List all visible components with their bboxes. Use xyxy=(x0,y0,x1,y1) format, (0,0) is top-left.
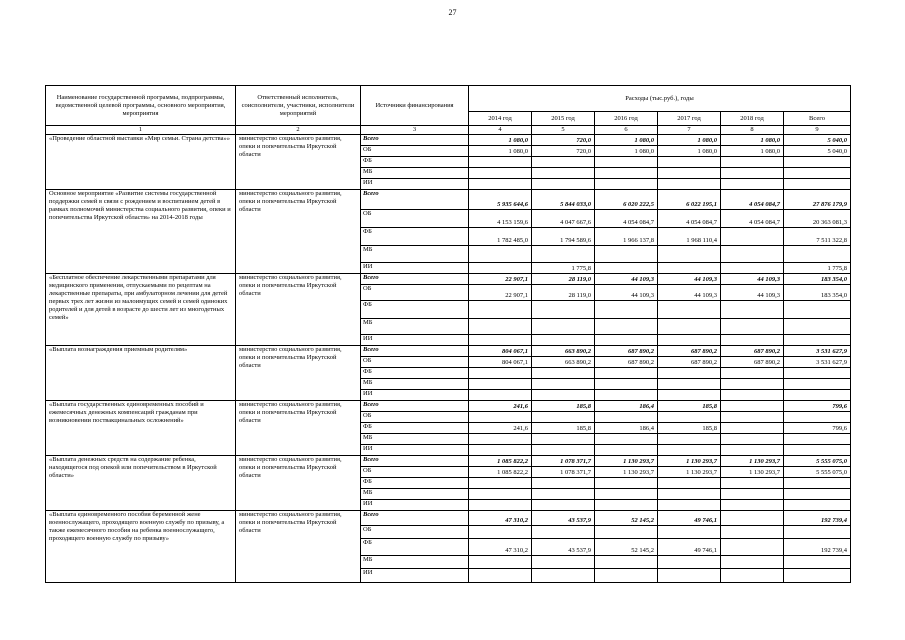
amount-cell xyxy=(595,569,658,583)
amount-cell: 185,8 xyxy=(658,423,721,434)
funding-source: Всего xyxy=(361,135,469,146)
total-cell xyxy=(784,179,851,190)
table-row xyxy=(46,190,851,210)
column-index: 5 xyxy=(532,126,595,135)
amount-cell xyxy=(469,526,532,539)
total-cell: 3 531 627,9 xyxy=(784,357,851,368)
funding-source: МБ xyxy=(361,319,469,335)
amount-cell xyxy=(658,179,721,190)
amount-cell xyxy=(658,556,721,569)
amount-cell: 44 109,3 xyxy=(658,274,721,285)
amount-cell: 1 130 293,7 xyxy=(658,467,721,478)
amount-cell: 1 130 293,7 xyxy=(595,467,658,478)
amount-cell xyxy=(658,445,721,456)
amount-cell xyxy=(595,379,658,390)
total-cell: 799,6 xyxy=(784,401,851,412)
amount-cell xyxy=(595,434,658,445)
amount-cell: 185,8 xyxy=(658,401,721,412)
measure-name: Основное мероприятие «Развитие системы государственной поддержки семей в связи с рождением и воспитанием детей в рамках полномочий министерства социального развития, опеки и попечительства Иркутской области» на 2014-2018 годы xyxy=(46,190,236,274)
total-cell xyxy=(784,335,851,346)
amount-cell: 1 078 371,7 xyxy=(532,467,595,478)
total-cell: 192 739,4 xyxy=(784,511,851,526)
amount-cell xyxy=(469,319,532,335)
header-year: 2016 год xyxy=(595,112,658,126)
amount-cell xyxy=(721,526,784,539)
amount-cell xyxy=(532,319,595,335)
amount-cell: 1 775,8 xyxy=(532,263,595,274)
amount-cell xyxy=(721,401,784,412)
amount-cell xyxy=(532,301,595,319)
amount-cell xyxy=(658,526,721,539)
amount-cell xyxy=(469,500,532,511)
measure-name: «Выплата единовременного пособия беременной жене военнослужащего, проходящего военную службу по призыву, а также ежемесячного пособия на ребенка военнослужащего, проходящего военную службу по призыву» xyxy=(46,511,236,583)
amount-cell xyxy=(721,390,784,401)
amount-cell xyxy=(595,301,658,319)
amount-cell xyxy=(658,263,721,274)
amount-cell: 687 890,2 xyxy=(595,357,658,368)
amount-cell xyxy=(532,168,595,179)
funding-source: МБ xyxy=(361,489,469,500)
total-cell xyxy=(784,390,851,401)
executor: министерство социального развития, опеки и попечительства Иркутской области xyxy=(236,401,361,456)
expenses-table xyxy=(45,85,851,583)
amount-cell xyxy=(469,263,532,274)
amount-cell xyxy=(658,368,721,379)
amount-cell: 1 130 293,7 xyxy=(658,456,721,467)
total-cell: 192 739,4 xyxy=(784,539,851,556)
amount-cell xyxy=(469,246,532,263)
amount-cell: 185,8 xyxy=(532,401,595,412)
amount-cell: 1 130 293,7 xyxy=(721,456,784,467)
column-index: 7 xyxy=(658,126,721,135)
amount-cell xyxy=(532,246,595,263)
amount-cell: 44 109,3 xyxy=(658,285,721,301)
amount-cell xyxy=(658,335,721,346)
amount-cell xyxy=(721,556,784,569)
total-cell xyxy=(784,368,851,379)
amount-cell: 1 085 822,2 xyxy=(469,467,532,478)
amount-cell xyxy=(532,478,595,489)
funding-source: МБ xyxy=(361,556,469,569)
funding-source: ИИ xyxy=(361,569,469,583)
funding-source: МБ xyxy=(361,379,469,390)
total-cell: 20 363 081,3 xyxy=(784,210,851,228)
amount-cell xyxy=(595,168,658,179)
amount-cell: 28 119,0 xyxy=(532,274,595,285)
amount-cell xyxy=(532,569,595,583)
column-index: 2 xyxy=(236,126,361,135)
funding-source: ФБ xyxy=(361,423,469,434)
amount-cell xyxy=(658,478,721,489)
amount-cell xyxy=(595,556,658,569)
amount-cell: 1 080,0 xyxy=(658,135,721,146)
total-cell xyxy=(784,569,851,583)
funding-source: Всего xyxy=(361,190,469,210)
column-index: 4 xyxy=(469,126,532,135)
header-year: 2018 год xyxy=(721,112,784,126)
table-row xyxy=(46,346,851,357)
amount-cell: 1 080,0 xyxy=(595,135,658,146)
funding-source: Всего xyxy=(361,346,469,357)
amount-cell xyxy=(469,556,532,569)
amount-cell: 44 109,3 xyxy=(721,285,784,301)
header-total: Всего xyxy=(784,112,851,126)
total-cell xyxy=(784,445,851,456)
funding-source: ОБ xyxy=(361,146,469,157)
amount-cell: 687 890,2 xyxy=(658,357,721,368)
amount-cell xyxy=(595,445,658,456)
amount-cell xyxy=(658,500,721,511)
funding-source: ОБ xyxy=(361,526,469,539)
amount-cell xyxy=(469,168,532,179)
total-cell: 7 511 322,8 xyxy=(784,228,851,246)
amount-cell xyxy=(658,301,721,319)
amount-cell: 1 080,0 xyxy=(595,146,658,157)
funding-source: Всего xyxy=(361,511,469,526)
table-row xyxy=(46,274,851,285)
amount-cell: 720,0 xyxy=(532,146,595,157)
amount-cell: 186,4 xyxy=(595,401,658,412)
total-cell: 5 555 075,0 xyxy=(784,456,851,467)
funding-source: ФБ xyxy=(361,539,469,556)
amount-cell: 185,8 xyxy=(532,423,595,434)
executor: министерство социального развития, опеки и попечительства Иркутской области xyxy=(236,190,361,274)
amount-cell xyxy=(721,379,784,390)
amount-cell xyxy=(658,569,721,583)
funding-source: ОБ xyxy=(361,285,469,301)
amount-cell: 1 085 822,2 xyxy=(469,456,532,467)
amount-cell xyxy=(532,390,595,401)
funding-source: ОБ xyxy=(361,210,469,228)
amount-cell: 720,0 xyxy=(532,135,595,146)
funding-source: ОБ xyxy=(361,467,469,478)
amount-cell xyxy=(532,412,595,423)
amount-cell: 47 310,2 xyxy=(469,539,532,556)
amount-cell xyxy=(469,390,532,401)
funding-source: ИИ xyxy=(361,390,469,401)
amount-cell: 22 907,1 xyxy=(469,274,532,285)
amount-cell xyxy=(532,368,595,379)
amount-cell: 687 890,2 xyxy=(721,346,784,357)
amount-cell xyxy=(469,301,532,319)
amount-cell xyxy=(595,263,658,274)
amount-cell xyxy=(595,478,658,489)
amount-cell xyxy=(532,434,595,445)
amount-cell: 1 130 293,7 xyxy=(721,467,784,478)
total-cell xyxy=(784,246,851,263)
amount-cell: 4 054 084,7 xyxy=(595,210,658,228)
funding-source: ИИ xyxy=(361,263,469,274)
total-cell xyxy=(784,168,851,179)
amount-cell xyxy=(469,569,532,583)
amount-cell xyxy=(721,500,784,511)
amount-cell xyxy=(532,500,595,511)
amount-cell: 1 080,0 xyxy=(469,146,532,157)
amount-cell: 663 890,2 xyxy=(532,346,595,357)
amount-cell xyxy=(658,390,721,401)
amount-cell: 43 537,9 xyxy=(532,511,595,526)
amount-cell: 44 109,3 xyxy=(595,285,658,301)
funding-source: ОБ xyxy=(361,412,469,423)
amount-cell xyxy=(721,263,784,274)
amount-cell xyxy=(658,168,721,179)
column-index: 3 xyxy=(361,126,469,135)
total-cell: 1 775,8 xyxy=(784,263,851,274)
amount-cell: 804 067,1 xyxy=(469,346,532,357)
amount-cell xyxy=(469,445,532,456)
amount-cell xyxy=(469,434,532,445)
amount-cell: 44 109,3 xyxy=(595,274,658,285)
amount-cell: 43 537,9 xyxy=(532,539,595,556)
amount-cell xyxy=(595,157,658,168)
column-index: 8 xyxy=(721,126,784,135)
amount-cell: 28 119,0 xyxy=(532,285,595,301)
total-cell xyxy=(784,412,851,423)
total-cell xyxy=(784,319,851,335)
total-cell xyxy=(784,526,851,539)
total-cell xyxy=(784,556,851,569)
amount-cell xyxy=(721,489,784,500)
amount-cell xyxy=(721,539,784,556)
amount-cell xyxy=(721,511,784,526)
amount-cell: 4 153 159,6 xyxy=(469,210,532,228)
amount-cell: 4 054 084,7 xyxy=(658,210,721,228)
amount-cell: 186,4 xyxy=(595,423,658,434)
amount-cell xyxy=(721,157,784,168)
total-cell xyxy=(784,478,851,489)
header-executor: Ответственный исполнитель, соисполнители, участники, исполнители мероприятий xyxy=(236,86,361,126)
total-cell: 5 040,0 xyxy=(784,146,851,157)
amount-cell: 1 080,0 xyxy=(721,146,784,157)
total-cell xyxy=(784,301,851,319)
amount-cell: 52 145,2 xyxy=(595,539,658,556)
amount-cell xyxy=(721,319,784,335)
total-cell xyxy=(784,157,851,168)
amount-cell xyxy=(658,412,721,423)
total-cell: 27 876 179,9 xyxy=(784,190,851,210)
amount-cell: 1 080,0 xyxy=(658,146,721,157)
amount-cell: 6 022 195,1 xyxy=(658,190,721,210)
amount-cell xyxy=(532,445,595,456)
amount-cell xyxy=(532,526,595,539)
amount-cell xyxy=(658,434,721,445)
funding-source: ФБ xyxy=(361,157,469,168)
amount-cell xyxy=(721,478,784,489)
amount-cell xyxy=(658,157,721,168)
amount-cell xyxy=(721,445,784,456)
amount-cell xyxy=(721,569,784,583)
amount-cell xyxy=(532,179,595,190)
executor: министерство социального развития, опеки и попечительства Иркутской области xyxy=(236,274,361,346)
funding-source: Всего xyxy=(361,274,469,285)
funding-source: ИИ xyxy=(361,335,469,346)
funding-source: ФБ xyxy=(361,301,469,319)
amount-cell xyxy=(469,489,532,500)
amount-cell xyxy=(595,179,658,190)
amount-cell xyxy=(595,368,658,379)
amount-cell: 1 080,0 xyxy=(721,135,784,146)
amount-cell: 241,6 xyxy=(469,423,532,434)
table-row xyxy=(46,511,851,526)
amount-cell: 1 078 371,7 xyxy=(532,456,595,467)
amount-cell xyxy=(469,335,532,346)
total-cell: 183 354,0 xyxy=(784,285,851,301)
amount-cell: 1 130 293,7 xyxy=(595,456,658,467)
amount-cell xyxy=(658,489,721,500)
header-year: 2014 год xyxy=(469,112,532,126)
amount-cell: 6 020 222,5 xyxy=(595,190,658,210)
funding-source: Всего xyxy=(361,401,469,412)
measure-name: «Бесплатное обеспечение лекарственными препаратами для медицинского применения, отпускаемыми по рецептам на лекарственные препараты, при амбулаторном лечении для детей первых трех лет жизни из малоимущих семей и семей одиноких родителей и для детей в возрасте до шести лет из многодетных семей» xyxy=(46,274,236,346)
amount-cell xyxy=(721,412,784,423)
amount-cell xyxy=(721,179,784,190)
amount-cell: 663 890,2 xyxy=(532,357,595,368)
amount-cell: 241,6 xyxy=(469,401,532,412)
funding-source: МБ xyxy=(361,246,469,263)
column-index: 9 xyxy=(784,126,851,135)
amount-cell: 804 067,1 xyxy=(469,357,532,368)
amount-cell xyxy=(532,157,595,168)
amount-cell xyxy=(469,379,532,390)
column-index: 1 xyxy=(46,126,236,135)
amount-cell: 687 890,2 xyxy=(595,346,658,357)
amount-cell xyxy=(469,157,532,168)
amount-cell xyxy=(532,379,595,390)
amount-cell xyxy=(721,246,784,263)
funding-source: ОБ xyxy=(361,357,469,368)
amount-cell xyxy=(532,489,595,500)
measure-name: «Проведение областной выставки «Мир семьи. Страна детства»» xyxy=(46,135,236,190)
amount-cell: 687 890,2 xyxy=(721,357,784,368)
amount-cell: 687 890,2 xyxy=(658,346,721,357)
measure-name: «Выплата государственных единовременных пособий и ежемесячных денежных компенсаций гражданам при возникновении поствакцинальных осложнений» xyxy=(46,401,236,456)
amount-cell xyxy=(469,478,532,489)
table-row xyxy=(46,456,851,467)
header-expenses: Расходы (тыс.руб.), годы xyxy=(469,86,851,112)
amount-cell: 22 907,1 xyxy=(469,285,532,301)
header-source: Источники финансирования xyxy=(361,86,469,126)
measure-name: «Выплата денежных средств на содержание ребенка, находящегося под опекой или попечительством в Иркутской области» xyxy=(46,456,236,511)
executor: министерство социального развития, опеки и попечительства Иркутской области xyxy=(236,456,361,511)
amount-cell: 1 966 137,8 xyxy=(595,228,658,246)
amount-cell: 1 794 589,6 xyxy=(532,228,595,246)
total-cell: 3 531 627,9 xyxy=(784,346,851,357)
total-cell: 183 354,0 xyxy=(784,274,851,285)
column-index: 6 xyxy=(595,126,658,135)
amount-cell: 4 047 667,6 xyxy=(532,210,595,228)
amount-cell xyxy=(469,412,532,423)
total-cell: 5 040,0 xyxy=(784,135,851,146)
total-cell xyxy=(784,434,851,445)
amount-cell xyxy=(595,335,658,346)
funding-source: ИИ xyxy=(361,445,469,456)
amount-cell: 5 844 033,0 xyxy=(532,190,595,210)
measure-name: «Выплата вознаграждения приемным родителям» xyxy=(46,346,236,401)
amount-cell xyxy=(595,489,658,500)
funding-source: ФБ xyxy=(361,228,469,246)
page-number: 27 xyxy=(448,8,457,17)
amount-cell xyxy=(658,379,721,390)
amount-cell xyxy=(721,228,784,246)
total-cell: 799,6 xyxy=(784,423,851,434)
amount-cell xyxy=(658,246,721,263)
amount-cell xyxy=(658,319,721,335)
amount-cell xyxy=(595,246,658,263)
amount-cell xyxy=(595,412,658,423)
total-cell xyxy=(784,379,851,390)
header-year: 2015 год xyxy=(532,112,595,126)
amount-cell: 47 310,2 xyxy=(469,511,532,526)
amount-cell xyxy=(721,423,784,434)
amount-cell: 52 145,2 xyxy=(595,511,658,526)
total-cell xyxy=(784,489,851,500)
total-cell: 5 555 075,0 xyxy=(784,467,851,478)
funding-source: МБ xyxy=(361,434,469,445)
executor: министерство социального развития, опеки и попечительства Иркутской области xyxy=(236,346,361,401)
funding-source: МБ xyxy=(361,168,469,179)
table-row xyxy=(46,401,851,412)
total-cell xyxy=(784,500,851,511)
amount-cell xyxy=(721,368,784,379)
table-row xyxy=(46,135,851,146)
amount-cell: 44 109,3 xyxy=(721,274,784,285)
amount-cell xyxy=(469,368,532,379)
amount-cell: 49 746,1 xyxy=(658,511,721,526)
amount-cell: 49 746,1 xyxy=(658,539,721,556)
funding-source: ФБ xyxy=(361,478,469,489)
funding-source: ФБ xyxy=(361,368,469,379)
header-year: 2017 год xyxy=(658,112,721,126)
executor: министерство социального развития, опеки и попечительства Иркутской области xyxy=(236,135,361,190)
amount-cell: 1 782 485,0 xyxy=(469,228,532,246)
amount-cell xyxy=(595,319,658,335)
amount-cell: 4 054 084,7 xyxy=(721,190,784,210)
amount-cell xyxy=(721,335,784,346)
header-name: Наименование государственной программы, подпрограммы, ведомственной целевой программы, основного мероприятия, мероприятия xyxy=(46,86,236,126)
funding-source: ИИ xyxy=(361,500,469,511)
amount-cell xyxy=(595,390,658,401)
funding-source: Всего xyxy=(361,456,469,467)
amount-cell xyxy=(721,301,784,319)
amount-cell xyxy=(595,500,658,511)
amount-cell xyxy=(532,335,595,346)
amount-cell xyxy=(532,556,595,569)
funding-source: ИИ xyxy=(361,179,469,190)
amount-cell: 4 054 084,7 xyxy=(721,210,784,228)
amount-cell xyxy=(721,168,784,179)
amount-cell: 1 080,0 xyxy=(469,135,532,146)
amount-cell xyxy=(469,179,532,190)
executor: министерство социального развития, опеки и попечительства Иркутской области xyxy=(236,511,361,583)
amount-cell xyxy=(595,526,658,539)
amount-cell xyxy=(721,434,784,445)
amount-cell: 5 935 644,6 xyxy=(469,190,532,210)
amount-cell: 1 968 110,4 xyxy=(658,228,721,246)
